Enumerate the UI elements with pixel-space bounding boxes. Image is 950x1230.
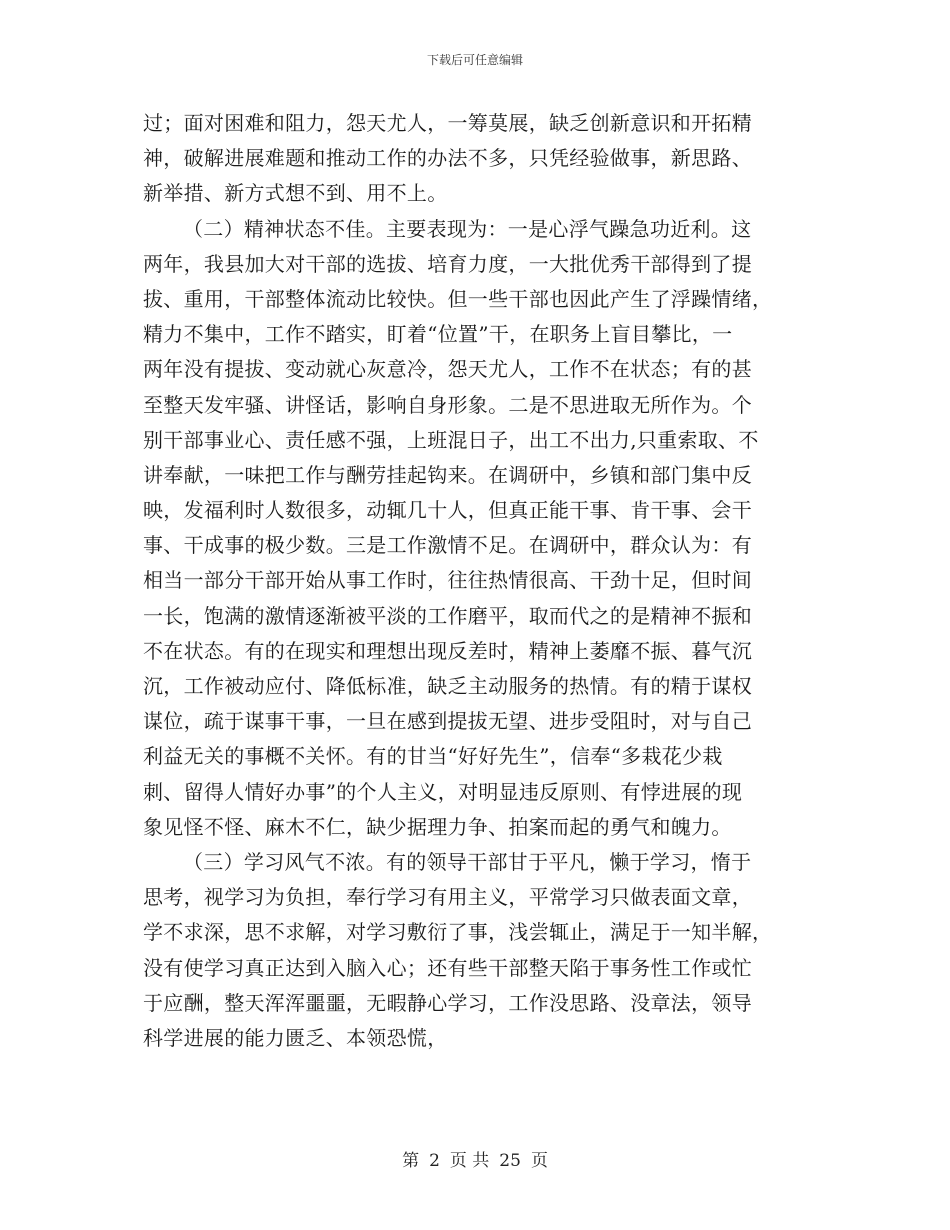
text-line: 至整天发牢骚、讲怪话，影响自身形象。二是不思进取无所作为。个 bbox=[143, 392, 752, 417]
text-line: 相当一部分干部开始从事工作时，往往热情很高、干劲十足，但时间 bbox=[143, 568, 752, 593]
page-footer bbox=[0, 1150, 950, 1172]
footer-middle: 页 共 bbox=[449, 1151, 490, 1171]
text-line: 两年，我县加大对干部的选拔、培育力度，一大批优秀干部得到了提 bbox=[143, 251, 752, 276]
footer-suffix: 页 bbox=[530, 1151, 548, 1171]
paragraph bbox=[143, 212, 811, 845]
text-line: 别干部事业心、责任感不强，上班混日子，出工不出力,只重索取、不 bbox=[143, 427, 759, 452]
text-line: 沉，工作被动应付、降低标准，缺乏主动服务的热情。有的精于谋权 bbox=[143, 674, 752, 698]
text-line: 不在状态。有的在现实和理想出现反差时，精神上萎靡不振、暮气沉 bbox=[143, 638, 752, 663]
text-line: 刺、留得人情好办事”的个人主义，对明显违反原则、有悖进展的现 bbox=[143, 779, 743, 804]
text-line: 思考，视学习为负担，奉行学习有用主义，平常学习只做表面文章， bbox=[143, 885, 752, 910]
text-line: （三）学习风气不浓。有的领导干部甘于平凡，懒于学习，惰于 bbox=[183, 849, 752, 874]
text-line: 没有使学习真正达到入脑入心；还有些干部整天陷于事务性工作或忙 bbox=[143, 955, 752, 980]
text-line: 于应酬，整天浑浑噩噩，无暇静心学习，工作没思路、没章法，领导 bbox=[143, 990, 752, 1015]
text-line: 利益无关的事概不关怀。有的甘当“好好先生”，信奉“多栽花少栽 bbox=[143, 744, 723, 769]
document-body bbox=[143, 106, 811, 1056]
text-line: 象见怪不怪、麻木不仁，缺少据理力争、拍案而起的勇气和魄力。 bbox=[143, 814, 732, 839]
text-line: 一长，饱满的激情逐渐被平淡的工作磨平，取而代之的是精神不振和 bbox=[143, 603, 752, 628]
text-line: 两年没有提拔、变动就心灰意冷，怨天尤人，工作不在状态；有的甚 bbox=[143, 357, 752, 382]
paragraph bbox=[143, 106, 811, 212]
text-line: 拔、重用，干部整体流动比较快。但一些干部也因此产生了浮躁情绪， bbox=[143, 286, 773, 311]
text-line: 新举措、新方式想不到、用不上。 bbox=[143, 181, 448, 206]
text-line: 讲奉献，一味把工作与酬劳挂起钩来。在调研中，乡镇和部门集中反 bbox=[143, 462, 752, 487]
paragraph bbox=[143, 845, 811, 1056]
footer-total-pages: 25 bbox=[499, 1151, 521, 1171]
text-line: 映，发福利时人数很多，动辄几十人，但真正能干事、肯干事、会干 bbox=[143, 498, 752, 523]
text-line: 科学进展的能力匮乏、本领恐慌， bbox=[143, 1025, 448, 1050]
text-line: 神，破解进展难题和推动工作的办法不多，只凭经验做事，新思路、 bbox=[143, 146, 752, 171]
text-line: 精力不集中，工作不踏实，盯着“位置”干，在职务上盲目攀比，一 bbox=[143, 322, 733, 347]
page-header: 下载后可任意编辑 bbox=[426, 53, 523, 67]
footer-current-page: 2 bbox=[429, 1151, 440, 1171]
text-line: 事、干成事的极少数。三是工作激情不足。在调研中，群众认为：有 bbox=[143, 533, 752, 558]
footer-prefix: 第 bbox=[402, 1151, 420, 1171]
text-line: 学不求深，思不求解，对学习敷衍了事，浅尝辄止，满足于一知半解， bbox=[143, 920, 773, 945]
text-line: 谋位，疏于谋事干事，一旦在感到提拔无望、进步受阻时，对与自己 bbox=[143, 709, 752, 734]
text-line: （二）精神状态不佳。主要表现为：一是心浮气躁急功近利。这 bbox=[183, 216, 752, 241]
text-line: 过；面对困难和阻力，怨天尤人，一筹莫展，缺乏创新意识和开拓精 bbox=[143, 111, 752, 135]
